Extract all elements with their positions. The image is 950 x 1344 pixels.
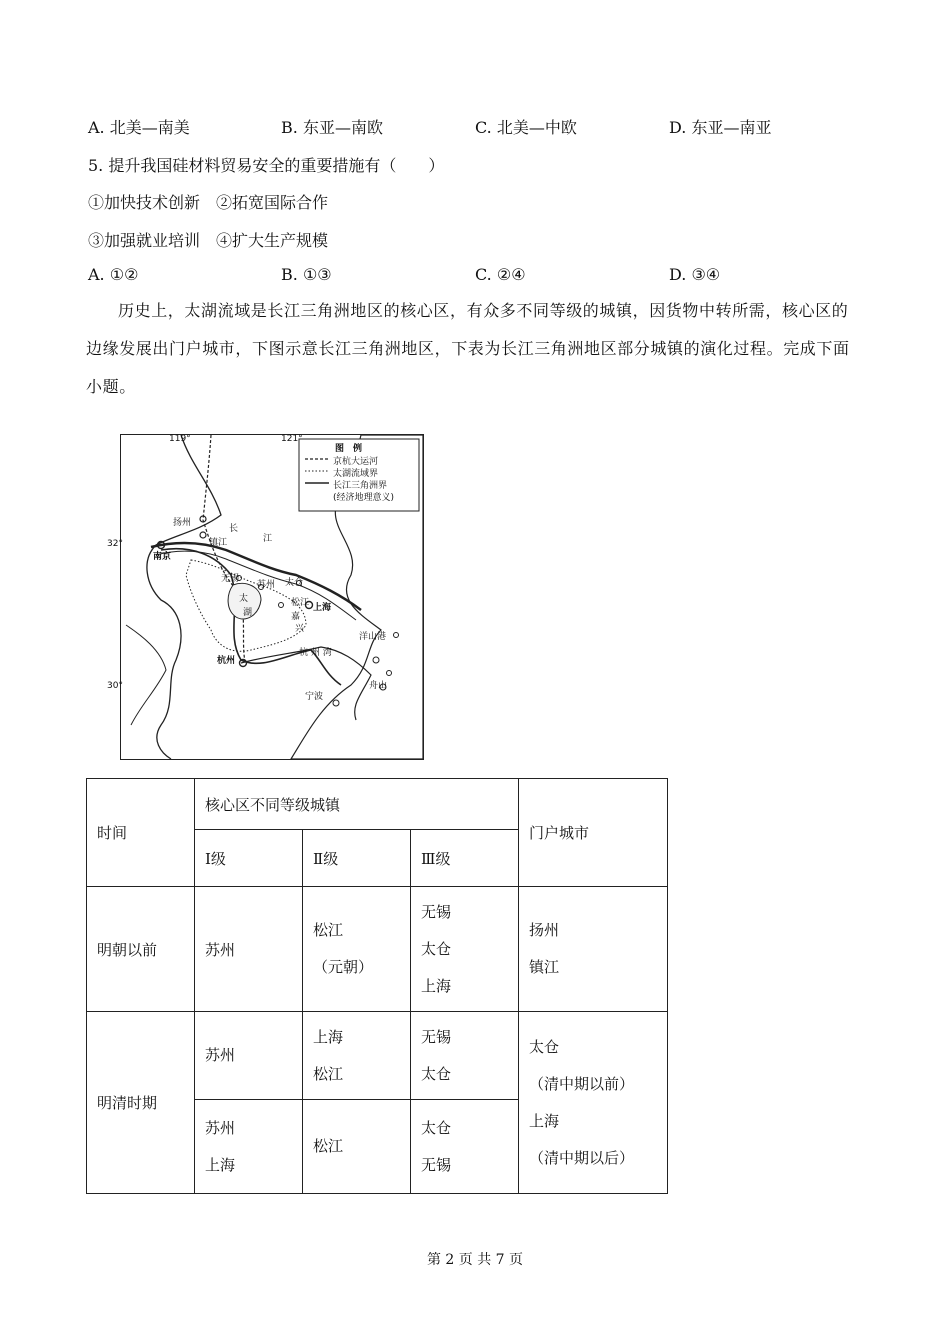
- map-lat-30: 30°: [107, 681, 123, 691]
- page-footer: 第 2 页 共 7 页: [426, 1252, 524, 1268]
- q5-option-d: D. ③④: [669, 265, 721, 284]
- map-lon-121: 121°: [281, 434, 303, 444]
- yangtze-delta-map: [107, 434, 424, 760]
- map-label-tai: 太: [239, 594, 249, 604]
- q4-option-d: D. 东亚—南亚: [669, 118, 772, 137]
- row2-time: 明清时期: [87, 1012, 195, 1194]
- map-label-yangshan: 洋山港: [359, 632, 387, 642]
- map-legend-title: 图 例: [335, 444, 363, 454]
- q4-option-b: B. 东亚—南欧: [281, 118, 383, 137]
- map-label-xing: 兴: [295, 624, 305, 634]
- row2-gate: 太仓 （清中期以前） 上海 （清中期以后）: [519, 1012, 668, 1194]
- map-label-hangzhou-bay: 杭 州 湾: [299, 648, 332, 658]
- row1-l1: 苏州: [195, 887, 303, 1012]
- map-label-suzhou: 苏州: [257, 580, 276, 590]
- q5-option-b: B. ①③: [281, 265, 332, 284]
- row2a-l2: 上海 松江: [303, 1012, 411, 1100]
- row1-time: 明朝以前: [87, 887, 195, 1012]
- row1-l2: 松江 （元朝）: [303, 887, 411, 1012]
- level-1: Ⅰ级: [195, 830, 303, 887]
- header-gate: 门户城市: [519, 779, 668, 887]
- map-legend-note: (经济地理意义): [333, 493, 395, 503]
- row1-gate: 扬州 镇江: [519, 887, 668, 1012]
- map-label-taicang: 太仓: [285, 578, 304, 588]
- map-lon-119: 119°: [169, 434, 191, 444]
- row2a-l1: 苏州: [195, 1012, 303, 1100]
- passage: 历史上，太湖流域是长江三角洲地区的核心区，有众多不同等级的城镇，因货物中转所需，核心区的边缘发展出门户城市，下图示意长江三角洲地区，下表为长江三角洲地区部分城镇的演化过程。完成下面小题。: [86, 301, 850, 396]
- q4-option-c: C. 北美—中欧: [475, 118, 577, 137]
- map-label-jiang: 江: [263, 534, 273, 544]
- map-label-shanghai: 上海: [313, 603, 332, 613]
- map-label-hu: 湖: [243, 608, 253, 618]
- map-lat-32: 32°: [107, 539, 123, 549]
- map-label-chang: 长: [229, 524, 239, 534]
- map-label-ningbo: 宁波: [305, 692, 324, 702]
- row2b-l1: 苏州 上海: [195, 1100, 303, 1194]
- header-core: 核心区不同等级城镇: [195, 779, 519, 830]
- level-3: Ⅲ级: [411, 830, 519, 887]
- map-label-nanjing: 南京: [153, 552, 172, 562]
- map-label-wuxi: 无锡: [221, 574, 240, 584]
- row2b-l2: 松江: [303, 1100, 411, 1194]
- town-evolution-table: [86, 778, 668, 1194]
- map-label-zhoushan: 舟山: [369, 681, 388, 691]
- q5-stem: 5. 提升我国硅材料贸易安全的重要措施有（ ）: [88, 156, 445, 175]
- level-2: Ⅱ级: [303, 830, 411, 887]
- map-legend-delta: 长江三角洲界: [333, 481, 388, 491]
- q5-choice-line-1: ①加快技术创新 ②拓宽国际合作: [88, 193, 329, 212]
- q5-option-a: A. ①②: [88, 265, 139, 284]
- map-label-jia: 嘉: [291, 612, 301, 622]
- q5-option-c: C. ②④: [475, 265, 526, 284]
- q4-option-a: A. 北美—南美: [88, 118, 190, 137]
- map-label-hangzhou: 杭州: [217, 656, 236, 666]
- map-label-songjiang: 松江: [291, 598, 310, 608]
- map-label-yangzhou: 扬州: [173, 518, 192, 528]
- row2a-l3: 无锡 太仓: [411, 1012, 519, 1100]
- map-label-zhenjiang: 镇江: [209, 538, 228, 548]
- q5-choice-line-2: ③加强就业培训 ④扩大生产规模: [88, 231, 329, 250]
- map-legend-canal: 京杭大运河: [333, 457, 379, 467]
- row1-l3: 无锡 太仓 上海: [411, 887, 519, 1012]
- map-legend-taihu: 太湖流域界: [333, 469, 379, 479]
- row2b-l3: 太仓 无锡: [411, 1100, 519, 1194]
- header-time: 时间: [87, 779, 195, 887]
